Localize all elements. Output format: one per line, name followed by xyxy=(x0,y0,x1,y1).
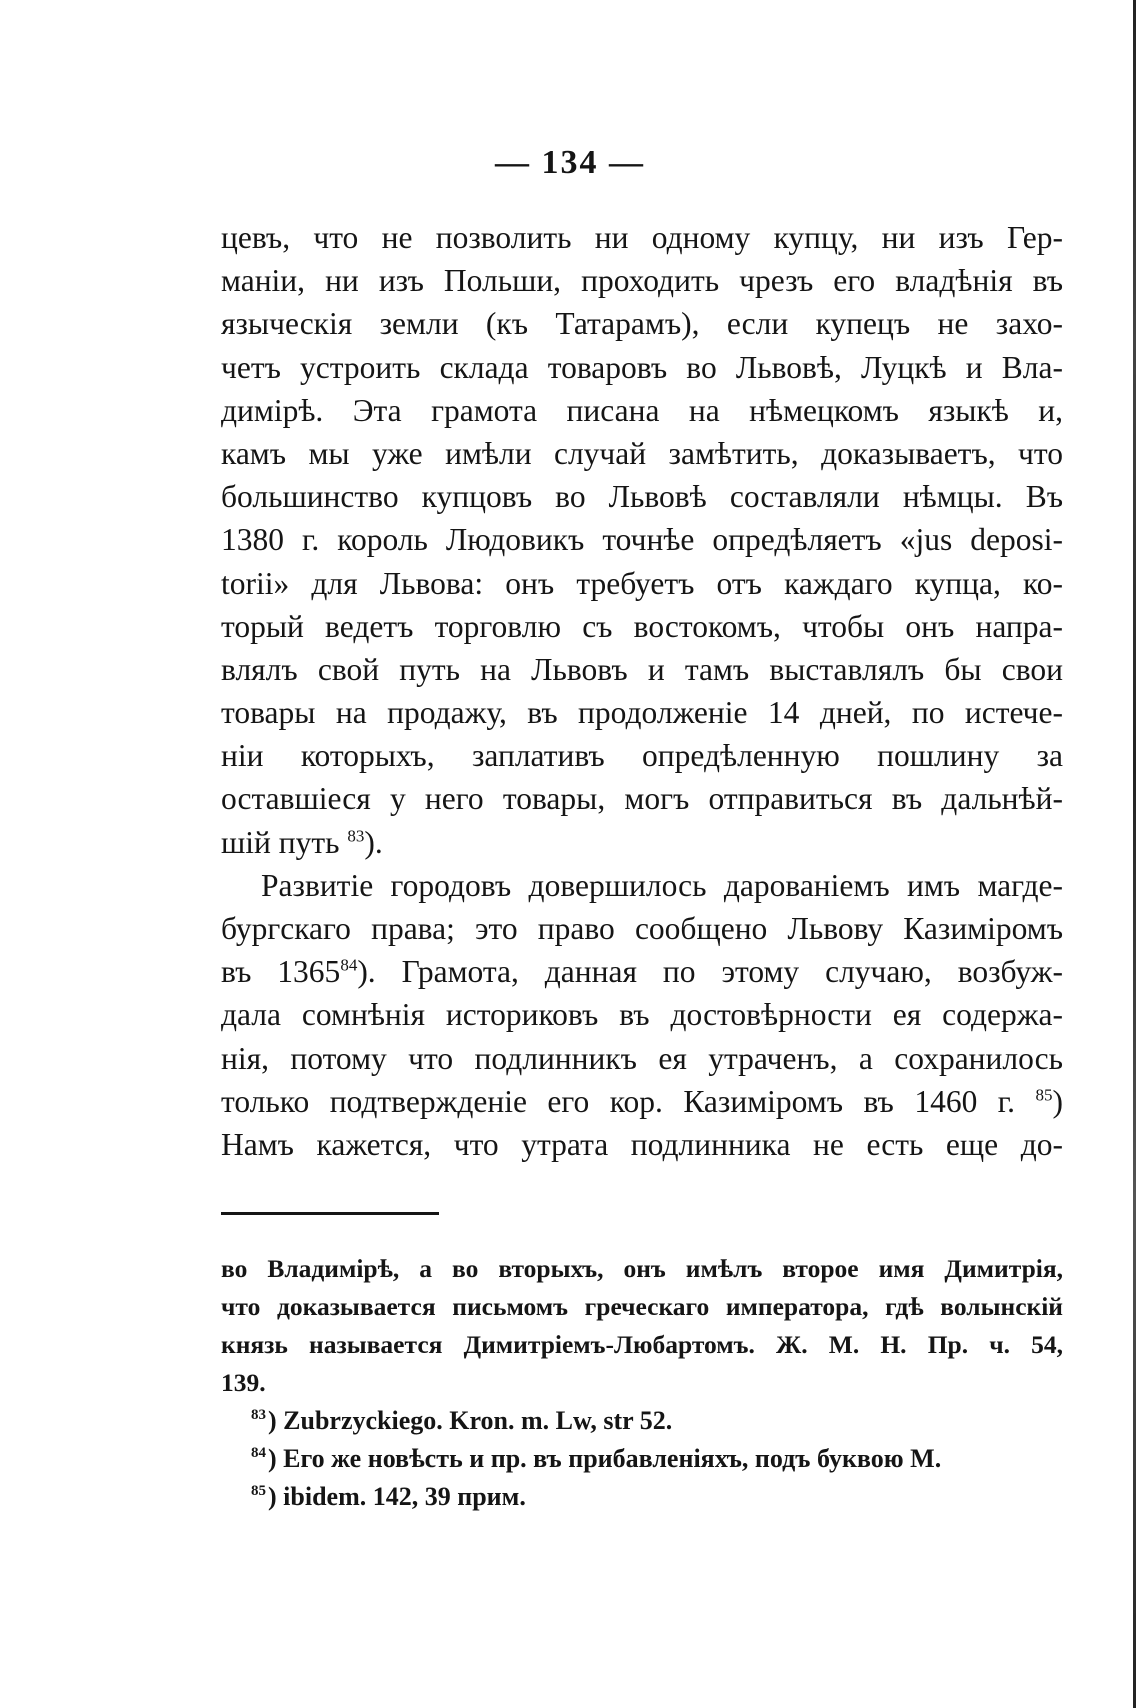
footnote-line: князь называется Димитріемъ-Любартомъ. Ж. М. Н. Пр. ч. 54, xyxy=(221,1330,1063,1359)
text-line: нія, потому что подлинникъ ея утраченъ, а сохранилось xyxy=(221,1040,1063,1076)
text-line: четъ устроить склада товаровъ во Львовѣ, Луцкѣ и Вла- xyxy=(221,349,1063,385)
footnote-line: 139. xyxy=(221,1368,266,1397)
footnote-84 xyxy=(221,1440,1063,1478)
text-line: маніи, ни изъ Польши, проходить чрезъ его владѣнія въ xyxy=(221,263,1063,299)
page-number: — 134 — xyxy=(495,144,645,181)
text-line: Намъ кажется, что утрата подлинника не есть еще до- xyxy=(221,1126,1063,1162)
footnote-mark: 84 xyxy=(251,1445,266,1462)
footnote-text: ) Zubrzyckiego. Kron. m. Lw, str 52. xyxy=(268,1406,673,1435)
text-fragment: ) xyxy=(1052,1083,1063,1119)
text-line: torii» для Львова: онъ требуетъ отъ каждаго купца, ко- xyxy=(221,565,1063,601)
text-line: оставшіеся у него товары, могъ отправиться въ дальнѣй- xyxy=(221,781,1063,817)
footnotes xyxy=(221,1250,1063,1516)
footnote-ref-84: 84 xyxy=(340,955,358,975)
text-line: языческія земли (къ Татарамъ), если купецъ не захо- xyxy=(221,306,1063,342)
text-fragment: въ 1365 xyxy=(221,954,341,990)
body-text xyxy=(221,216,1063,1166)
footnote-line: во Владимірѣ, а во вторыхъ, онъ имѣлъ второе имя Димитрія, xyxy=(221,1254,1063,1283)
footnote-mark: 85 xyxy=(251,1483,266,1500)
text-fragment: ). xyxy=(364,824,383,860)
text-line: Развитіе городовъ довершилось дарованіемъ имъ магде- xyxy=(261,867,1063,903)
text-line xyxy=(221,821,1063,864)
text-line: большинство купцовъ во Львовѣ составляли нѣмцы. Въ xyxy=(221,479,1063,515)
text-line: цевъ, что не позволить ни одному купцу, ни изъ Гер- xyxy=(221,220,1063,255)
text-fragment: шій путь xyxy=(221,824,340,860)
footnote-text: ) ibidem. 142, 39 прим. xyxy=(268,1482,526,1511)
footnote-line: что доказывается письмомъ греческаго императора, гдѣ волынскій xyxy=(221,1292,1063,1321)
text-line: камъ мы уже имѣли случай замѣтить, доказываетъ, что xyxy=(221,435,1063,471)
page-edge xyxy=(1133,0,1136,1708)
footnote-divider xyxy=(221,1212,439,1215)
footnote-83 xyxy=(221,1402,1063,1440)
footnote-85 xyxy=(221,1478,1063,1516)
text-line: дала сомнѣнія историковъ въ достовѣрности ея содержа- xyxy=(221,997,1063,1033)
text-fragment: ). Грамота, данная по этому случаю, возбуж- xyxy=(357,954,1063,990)
text-line: 1380 г. король Людовикъ точнѣе опредѣляетъ «jus deposi- xyxy=(221,522,1063,558)
footnote-ref-83: 83 xyxy=(347,826,365,846)
text-fragment: только подтвержденіе его кор. Казиміромъ въ 1460 г. xyxy=(221,1083,1016,1119)
text-line: торый ведетъ торговлю съ востокомъ, чтобы онъ напра- xyxy=(221,608,1063,644)
text-line: димірѣ. Эта грамота писана на нѣмецкомъ языкѣ и, xyxy=(221,392,1063,428)
footnote-mark: 83 xyxy=(251,1407,266,1424)
text-line: влялъ свой путь на Львовъ и тамъ выставлялъ бы свои xyxy=(221,651,1063,687)
text-line: бургскаго права; это право сообщено Львову Казиміромъ xyxy=(221,911,1063,946)
text-line: ніи которыхъ, заплативъ опредѣленную пошлину за xyxy=(221,738,1063,774)
text-line xyxy=(221,1080,1063,1123)
text-line xyxy=(221,950,1063,993)
footnote-text: ) Его же новѣсть и пр. въ прибавленіяхъ, подъ буквою М. xyxy=(268,1444,942,1473)
footnote-ref-85: 85 xyxy=(1035,1085,1053,1105)
text-line: товары на продажу, въ продолженіе 14 дней, по истече- xyxy=(221,695,1063,731)
